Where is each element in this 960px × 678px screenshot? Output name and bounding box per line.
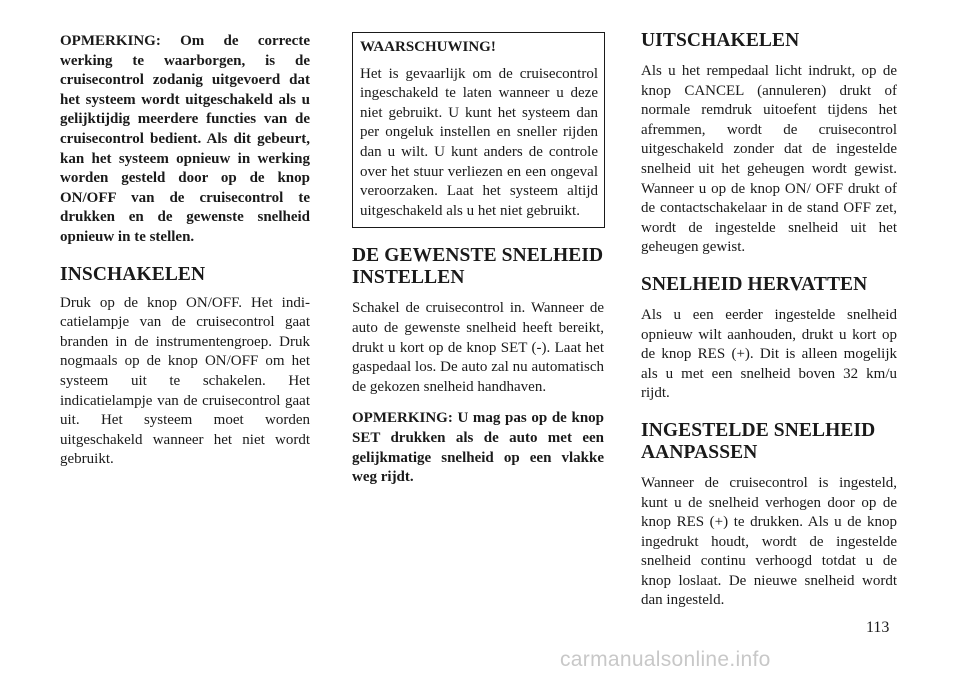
warning-text: Het is gevaarlijk om de cruisecontrol ingeschakeld te laten wanneer u deze niet gebruikt. U kunt het systeem dan per ongeluk instellen en sneller rijden dan u wilt. U kunt anders de controle over het stuur verliezen en een ongeval veroorzaken. Laat het systeem altijd uitgeschakeld als u het niet gebruikt.	[360, 65, 598, 219]
paragraph-snelheid-aanpassen: Wanneer de cruisecontrol is ingesteld, kunt u de snelheid verhogen door op de knop RES (+) te drukken. Als u de knop ingedrukt houdt, wordt de ingestelde snelheid continu verhoogd totdat u de knop loslaat. De nieuwe snelheid wordt dan ingesteld.	[641, 474, 897, 609]
warning-title: WAARSCHUWING!	[360, 39, 496, 55]
heading-snelheid-hervatten: SNELHEID HERVATTEN	[641, 273, 868, 295]
paragraph-snelheid-hervatten: Als u een eerder ingestelde snelheid opnieuw wilt aanhouden, drukt u kort op de knop RES (+). Dit is alleen mogelijk als u met een snelheid boven 32 km/u rijdt.	[641, 306, 897, 402]
heading-snelheid-instellen: DE GEWENSTE SNELHEID INSTELLEN	[352, 245, 604, 289]
paragraph-snelheid-instellen: Schakel de cruisecontrol in. Wanneer de auto de gewenste snelheid heeft bereikt, drukt u kort op de knop SET (-). Laat het gaspedaal los. De auto zal nu automatisch de gekozen snelheid handhaven.	[352, 300, 604, 395]
watermark: carmanualsonline.info	[560, 648, 771, 671]
heading-inschakelen: INSCHAKELEN	[60, 263, 206, 285]
paragraph-inschakelen: Druk op de knop ON/OFF. Het indicatielampje van de cruisecontrol gaat branden in de instrumentengroep. Druk nogmaals op de knop ON/OFF om het systeem uit te schakelen. Het indicatielampje van de cruisecontrol gaat uit. Het systeem moet worden uitgeschakeld wanneer het niet wordt gebruikt.	[60, 294, 310, 468]
heading-snelheid-aanpassen: INGESTELDE SNELHEID AANPASSEN	[641, 419, 876, 463]
heading-uitschakelen: UITSCHAKELEN	[641, 30, 800, 51]
note-cruise-functions: OPMERKING: Om de correcte werking te waarborgen, is de cruisecontrol zodanig uitgevoerd dat het systeem wordt uitgeschakeld als u gelijktijdig meerdere functies van de cruisecontrol bedient. Als dit gebeurt, kan het systeem opnieuw in werking worden gesteld door op de knop ON/OFF van de cruisecontrol te drukken en de gewenste snelheid opnieuw in te stellen.	[60, 33, 310, 245]
column-middle	[352, 32, 604, 488]
column-left	[60, 32, 310, 470]
warning-box	[352, 32, 605, 228]
page-number: 113	[866, 619, 890, 636]
column-right	[641, 30, 897, 611]
note-set-button: OPMERKING: U mag pas op de knop SET drukken als de auto met een gelijkmatige snelheid op een vlakke weg rijdt.	[352, 410, 604, 486]
paragraph-uitschakelen: Als u het rempedaal licht indrukt, op de knop CANCEL (annuleren) drukt of normale remdruk uitoefent tijdens het afremmen, wordt de cruisecontrol uitgeschakeld zonder dat de ingestelde snelheid uit het geheugen wordt gewist. Wanneer u op de knop ON/ OFF drukt of de contactschakelaar in de stand OFF zet, wordt de ingestelde snelheid uit het geheugen gewist.	[641, 63, 897, 256]
